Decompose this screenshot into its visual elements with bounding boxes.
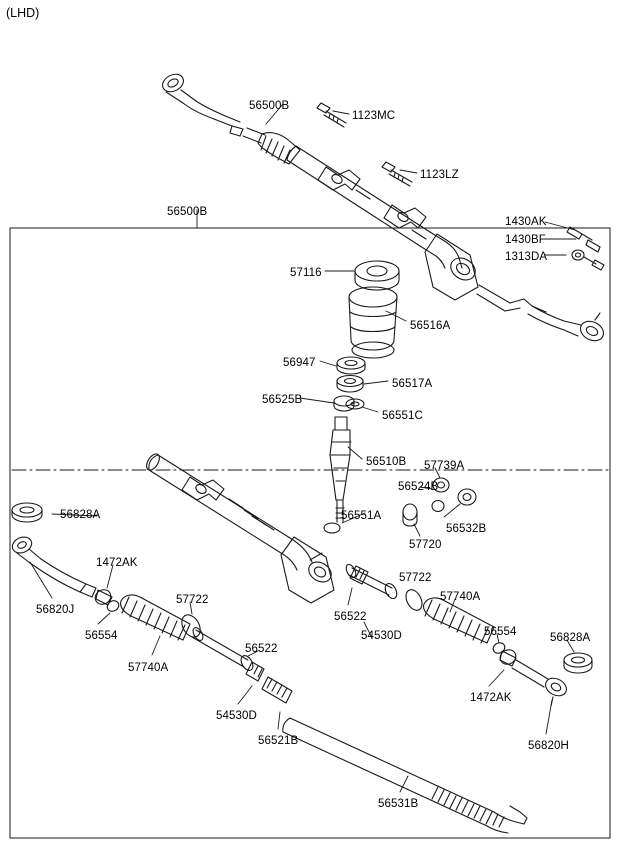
part-label: 56551C xyxy=(382,410,423,422)
part-56516A xyxy=(349,287,397,358)
bolt-1123MC xyxy=(317,103,346,127)
part-57722-right-ring xyxy=(403,587,425,613)
part-56510B xyxy=(330,417,351,522)
part-label: 56517A xyxy=(392,378,433,390)
part-56820J xyxy=(10,534,96,597)
part-label: 56510B xyxy=(366,456,407,468)
part-label: 57740A xyxy=(440,591,481,603)
part-1472AK-right xyxy=(498,647,519,667)
part-label: 1430AK xyxy=(505,216,547,228)
leader-lines xyxy=(30,104,576,792)
part-54530D-left xyxy=(246,662,264,681)
part-label: 56554 xyxy=(484,626,517,638)
part-label: 1472AK xyxy=(96,557,138,569)
part-label: 1123LZ xyxy=(420,169,459,181)
part-label: 56532B xyxy=(446,523,487,535)
frame-box xyxy=(10,228,610,838)
part-label: 57722 xyxy=(176,594,209,606)
steering-boot-top-left xyxy=(243,128,300,164)
part-57116 xyxy=(355,261,399,290)
part-56531B xyxy=(283,718,527,833)
part-56554-left xyxy=(105,599,120,614)
part-label: 56500B xyxy=(167,206,208,218)
part-56522-right xyxy=(344,563,399,600)
part-label: 56947 xyxy=(283,357,316,369)
part-56521B xyxy=(262,677,292,703)
part-label: 1430BF xyxy=(505,234,546,246)
part-label: 56522 xyxy=(334,611,367,623)
part-label: 56820J xyxy=(36,604,75,616)
part-label: 56521B xyxy=(258,735,299,747)
part-56828A-left xyxy=(12,503,42,522)
part-label: 56554 xyxy=(85,630,118,642)
part-label: 56828A xyxy=(550,632,591,644)
part-label: 1313DA xyxy=(505,251,548,263)
part-57722-left-ring xyxy=(178,612,204,641)
part-label: 1472AK xyxy=(470,692,512,704)
part-56947 xyxy=(337,357,365,374)
part-label: 56524B xyxy=(398,481,439,493)
gear-housing-main xyxy=(144,452,335,603)
part-label: 56531B xyxy=(378,798,419,810)
tie-rod-end-right-top xyxy=(477,285,607,344)
part-label: 56522 xyxy=(245,643,278,655)
part-label: 57720 xyxy=(409,539,442,551)
part-label: 54530D xyxy=(361,630,402,642)
part-56524B xyxy=(458,489,476,505)
part-57720 xyxy=(403,504,417,526)
bolt-1123LZ xyxy=(382,162,412,186)
part-label: 1123MC xyxy=(352,110,396,122)
part-56828A-right xyxy=(564,653,592,673)
part-label: 56516A xyxy=(410,320,451,332)
part-label: 57116 xyxy=(290,267,322,279)
part-label: 54530D xyxy=(216,710,257,722)
part-56820H xyxy=(512,660,569,706)
part-label: 57740A xyxy=(128,662,169,674)
part-label: 56820H xyxy=(528,740,569,752)
part-56517A xyxy=(337,376,363,393)
part-label: 57722 xyxy=(399,572,432,584)
part-label: 56551A xyxy=(341,510,382,522)
tie-rod-end-left-top xyxy=(160,71,243,136)
part-label: 56525B xyxy=(262,394,303,406)
parts-1430AK-1430BF-1313DA xyxy=(567,227,604,270)
part-56551C xyxy=(346,399,364,409)
part-label: 56500B xyxy=(249,100,290,112)
part-56551A xyxy=(324,523,340,533)
lhd-note: (LHD) xyxy=(6,6,40,20)
part-label: 57739A xyxy=(424,460,465,472)
part-56532B xyxy=(432,501,444,512)
part-label: 56828A xyxy=(60,509,101,521)
